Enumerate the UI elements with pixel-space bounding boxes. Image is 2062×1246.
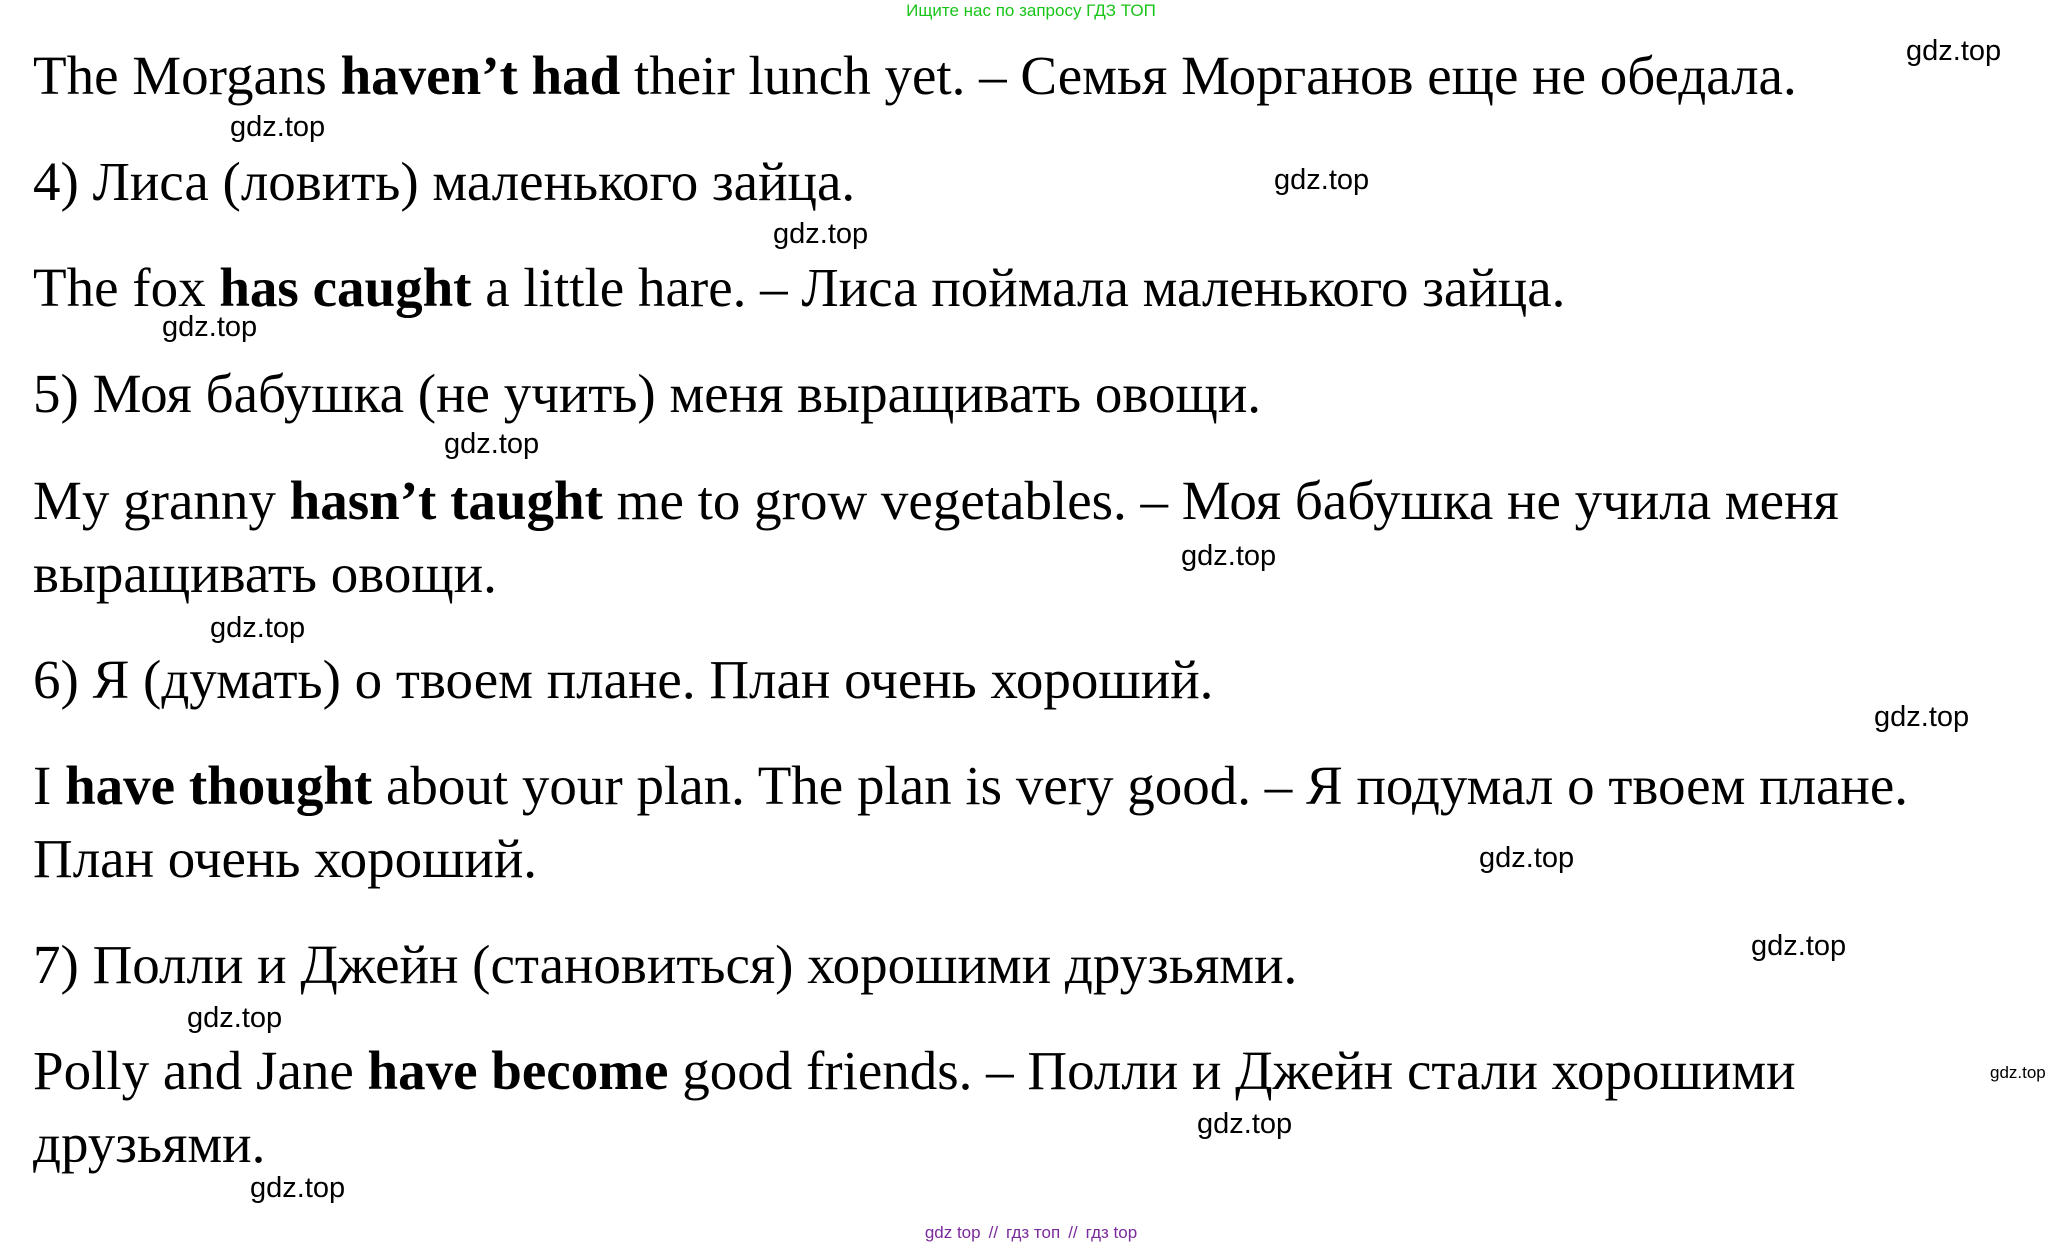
- footer-link-3: гдз top: [1085, 1223, 1138, 1242]
- top-banner: Ищите нас по запросу ГДЗ ТОП: [906, 1, 1156, 20]
- watermark: gdz.top: [1990, 1063, 2046, 1082]
- watermark: gdz.top: [1751, 930, 1847, 962]
- verb-highlight: have become: [367, 1040, 669, 1101]
- footer: [0, 1222, 2062, 1244]
- watermark: gdz.top: [230, 111, 326, 143]
- answer-line-7-cont: друзьями.: [33, 1113, 266, 1174]
- footer-link-2: гдз топ: [1006, 1223, 1061, 1242]
- watermark: gdz.top: [250, 1172, 346, 1204]
- watermark: gdz.top: [1197, 1108, 1293, 1140]
- answer-line-6: I have thought about your plan. The plan is very good. – Я подумал о твоем плане.: [33, 755, 1909, 816]
- watermark: gdz.top: [210, 612, 306, 644]
- footer-separator: //: [1068, 1223, 1078, 1242]
- verb-highlight: has caught: [219, 257, 472, 318]
- verb-highlight: haven’t had: [340, 45, 621, 106]
- answer-line-5: My granny hasn’t taught me to grow vegetables. – Моя бабушка не учила меня: [33, 470, 1839, 531]
- verb-highlight: have thought: [65, 755, 373, 816]
- answer-line-5-cont: выращивать овощи.: [33, 543, 497, 604]
- verb-highlight: hasn’t taught: [289, 470, 603, 531]
- watermark: gdz.top: [1874, 701, 1970, 733]
- answer-line-4: The fox has caught a little hare. – Лиса поймала маленького зайца.: [33, 257, 1566, 318]
- answer-line-6-cont: План очень хороший.: [33, 828, 538, 889]
- task-line-6: 6) Я (думать) о твоем плане. План очень хороший.: [33, 649, 1214, 710]
- task-line-5: 5) Моя бабушка (не учить) меня выращивать овощи.: [33, 363, 1262, 424]
- footer-separator: //: [988, 1223, 999, 1242]
- watermark: gdz.top: [1181, 540, 1277, 572]
- watermark: gdz.top: [1906, 35, 2002, 67]
- footer-link-1: gdz top: [924, 1223, 981, 1242]
- answer-line-7: Polly and Jane have become good friends. – Полли и Джейн стали хорошими: [33, 1040, 1796, 1101]
- watermark: gdz.top: [444, 428, 540, 460]
- watermark: gdz.top: [187, 1002, 283, 1034]
- task-line-4: 4) Лиса (ловить) маленького зайца.: [33, 151, 856, 212]
- watermark: gdz.top: [773, 218, 869, 250]
- watermark: gdz.top: [1479, 842, 1575, 874]
- answer-line-morgans: The Morgans haven’t had their lunch yet. – Семья Морганов еще не обедала.: [33, 45, 1797, 106]
- task-line-7: 7) Полли и Джейн (становиться) хорошими друзьями.: [33, 934, 1298, 995]
- watermark: gdz.top: [1274, 164, 1370, 196]
- watermark: gdz.top: [162, 311, 258, 343]
